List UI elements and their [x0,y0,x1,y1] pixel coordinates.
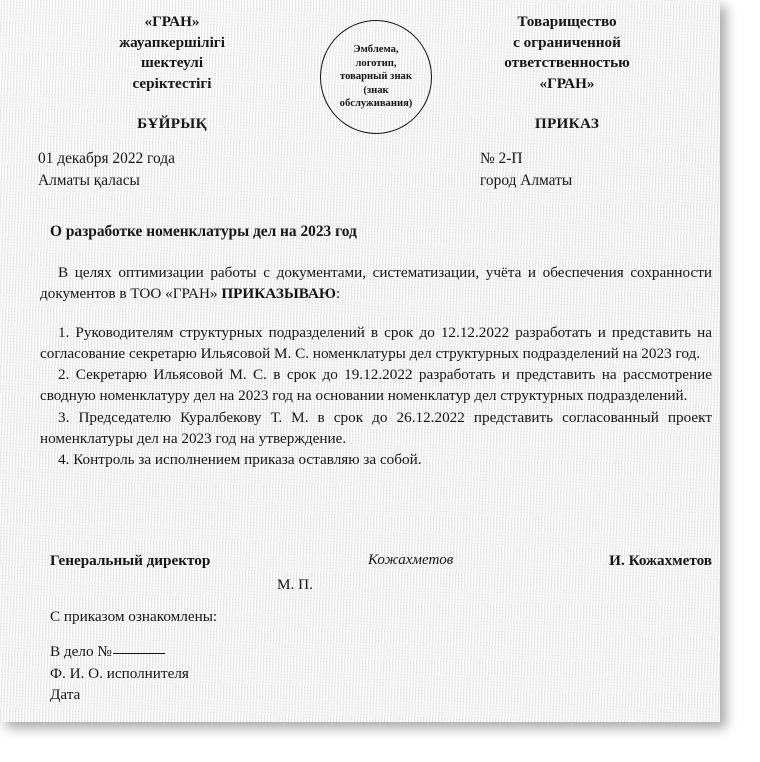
document-header [0,12,720,144]
file-number-row [50,641,189,663]
document-place-kk: Алматы қаласы [38,171,140,189]
stamp-mark-label: М. П. [277,576,313,593]
date-label: Дата [50,686,81,703]
org-name-kk-line-2: жауапкершілігі [119,33,225,51]
org-name-ru-line-4: «ГРАН» [539,74,595,92]
acknowledgement-label: С приказом ознакомлены: [50,608,218,625]
emblem-line-1: Эмблема, [353,44,399,56]
filing-block [50,641,189,706]
clause-1: 1. Руководителям структурных подразделений в срок до 12.12.2022 разработать и представить на согласование секретарю Ильясовой М. С. номенклатуры дел структурных подразделений на 2023 год. [40,323,712,362]
emblem-line-5: обслуживания) [339,98,413,110]
file-number-blank [113,653,165,654]
org-name-kk-line-4: серіктестігі [132,74,212,92]
document-date: 01 декабря 2022 года [38,150,175,167]
preamble-text-after: : [336,285,341,303]
doc-kind-ru: ПРИКАЗ [534,115,600,133]
header-left-column [42,12,302,135]
org-name-ru-line-2: с ограниченной [513,33,621,51]
clause-2: 2. Секретарю Ильясовой М. С. в срок до 19.12.2022 разработать и представить на рассмотрение сводную номенклатуру дел на 2023 год на основании номенклатур дел структурных подразделений. [40,366,712,405]
emblem-line-2: логотип, [355,57,397,69]
preamble-text-before: В целях оптимизации работы с документами, систематизации, учёта и обеспечения сохранности документов в ТОО «ГРАН» [40,264,712,303]
signatory-job-title: Генеральный директор [50,552,211,569]
header-right-column [436,12,698,135]
emblem-line-3: товарный знак [340,71,412,83]
handwritten-signature: Кожахметов [368,552,454,568]
meta-left [38,148,368,191]
document-number: № 2-П [480,150,523,167]
signatory-name: И. Кожахметов [609,552,712,569]
doc-kind-kk: БҰЙРЫҚ [137,115,207,133]
emblem-placeholder [320,20,432,134]
org-name-kk-line-1: «ГРАН» [144,13,200,30]
clause-4: 4. Контроль за исполнением приказа оставляю за собой. [58,451,422,469]
executor-label: Ф. И. О. исполнителя [50,664,189,682]
document-place-ru: город Алматы [480,171,573,189]
org-name-kk-line-3: шектеулі [140,54,204,72]
document-body [40,262,712,471]
signature-block [0,552,720,602]
emblem-text [322,43,430,111]
file-number-label: В дело № [50,643,112,660]
preamble-paragraph [40,262,712,305]
org-name-ru-line-1: Товарищество [517,13,617,30]
preamble-emphasis: ПРИКАЗЫВАЮ [221,285,337,303]
org-name-ru-line-3: ответственностью [504,54,630,72]
document-title: О разработке номенклатуры дел на 2023 год [50,223,357,240]
meta-right [480,148,720,191]
clause-3: 3. Председателю Куралбекову Т. М. в срок до 26.12.2022 представить согласованный проект номенклатуры дел на 2023 год на утверждение. [40,408,712,448]
emblem-line-4: (знак [363,84,389,96]
